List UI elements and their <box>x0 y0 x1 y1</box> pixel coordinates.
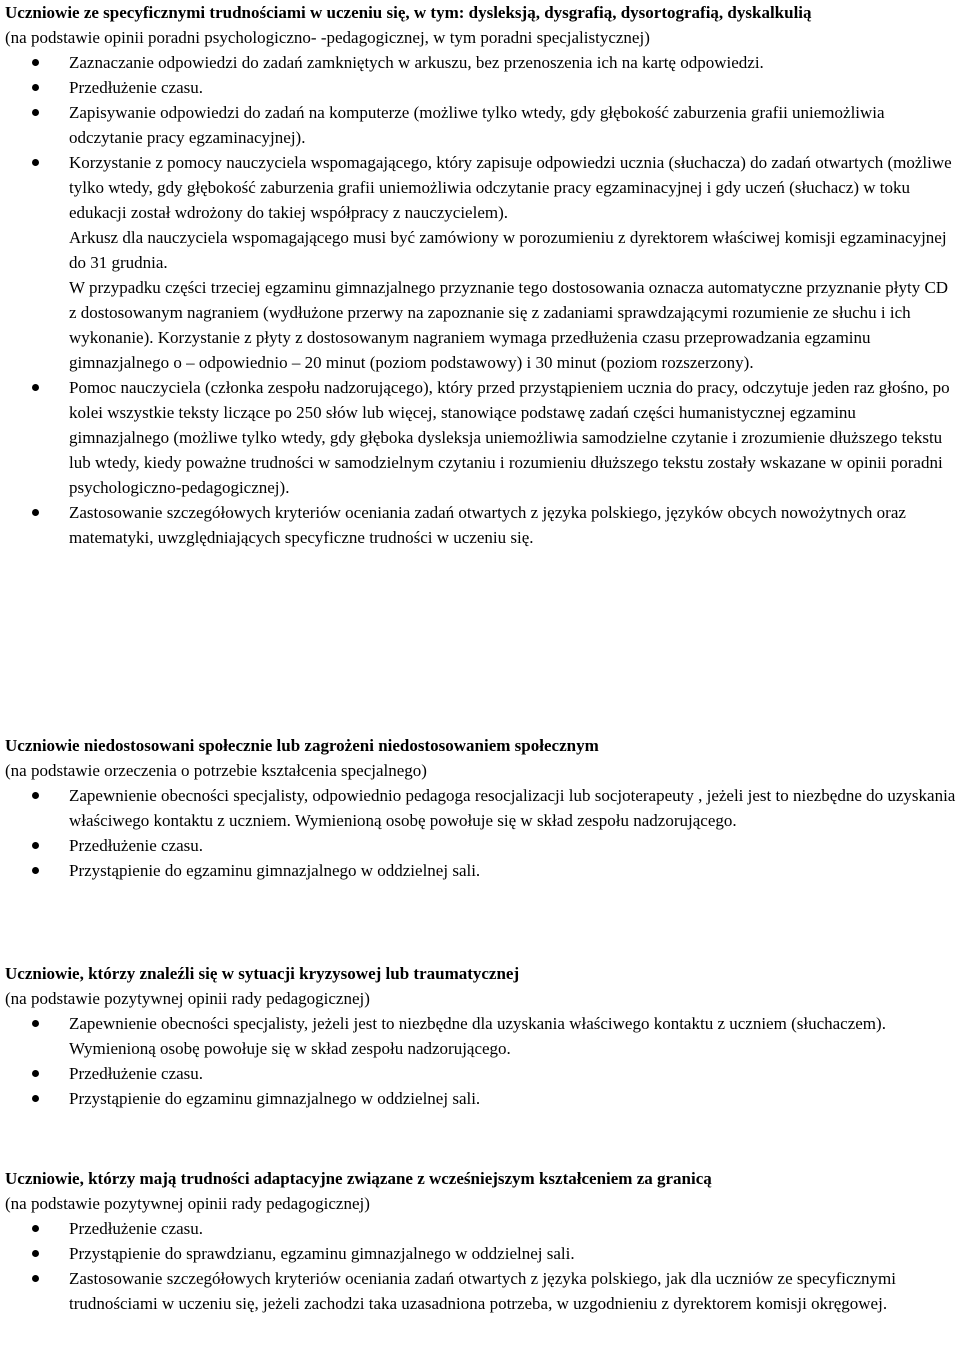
section-subtitle: (na podstawie opinii poradni psychologiczno- -pedagogicznej, w tym poradni specjalistycznej) <box>5 28 650 47</box>
list-item <box>5 1086 957 1111</box>
list-item-text: W przypadku części trzeciej egzaminu gimnazjalnego przyznanie tego dostosowania oznacza automatyczne przyznanie płyty CD z dostosowanym nagraniem (wydłużone przerwy na zapoznanie się z zadaniami sprawdzającymi rozumienie ze słuchu i ich wykonanie). Korzystanie z płyty z dostosowanym nagraniem wymaga przedłużenia czasu przeprowadzania egzaminu gimnazjalnego o – odpowiednio – 20 minut (poziom podstawowy) i 30 minut (poziom rozszerzony). <box>69 278 949 372</box>
accommodation-list <box>5 1216 957 1316</box>
section-title: Uczniowie ze specyficznymi trudnościami w uczeniu się, w tym: dysleksją, dysgrafią, dysortografią, dyskalkulią <box>5 3 812 22</box>
list-item-text: Przedłużenie czasu. <box>69 1064 204 1083</box>
section-title: Uczniowie niedostosowani społecznie lub zagrożeni niedostosowaniem społecznym <box>5 736 599 755</box>
list-item-text: Zapisywanie odpowiedzi do zadań na komputerze (możliwe tylko wtedy, gdy głębokość zaburzenia grafii uniemożliwia odczytanie pracy egzaminacyjnej). <box>69 103 885 147</box>
list-item-text: Zastosowanie szczegółowych kryteriów oceniania zadań otwartych z języka polskiego, języków obcych nowożytnych oraz matematyki, uwzględniających specyficzne trudności w uczeniu się. <box>69 503 906 547</box>
list-item <box>5 150 957 375</box>
list-item-text: Korzystanie z pomocy nauczyciela wspomagającego, który zapisuje odpowiedzi ucznia (słuchacza) do zadań otwartych (możliwe tylko wtedy, gdy głębokość zaburzenia grafii uniemożliwia odczytanie pracy egzaminacyjnej i gdy uczeń (słuchacz) w toku edukacji został wdrożony do takiej współpracy z nauczycielem). <box>69 153 952 222</box>
list-item <box>5 100 957 150</box>
list-item <box>5 833 957 858</box>
list-item <box>5 75 957 100</box>
section-title: Uczniowie, którzy znaleźli się w sytuacji kryzysowej lub traumatycznej <box>5 964 520 983</box>
list-item-text: Przedłużenie czasu. <box>69 78 204 97</box>
list-item-text: Przystąpienie do egzaminu gimnazjalnego w oddzielnej sali. <box>69 1089 481 1108</box>
list-item-text: Zastosowanie szczegółowych kryteriów oceniania zadań otwartych z języka polskiego, jak dla uczniów ze specyficznymi trudnościami w uczeniu się, jeżeli zachodzi taka uzasadniona potrzeba, w uzgodnieniu z dyrektorem komisji okręgowej. <box>69 1269 897 1313</box>
accommodation-list <box>5 50 957 550</box>
list-item <box>5 1266 957 1316</box>
list-item-text: Przystąpienie do sprawdzianu, egzaminu gimnazjalnego w oddzielnej sali. <box>69 1244 575 1263</box>
list-item-text: Arkusz dla nauczyciela wspomagającego musi być zamówiony w porozumieniu z dyrektorem właściwej komisji egzaminacyjnej do 31 grudnia. <box>69 228 947 272</box>
section-subtitle: (na podstawie pozytywnej opinii rady pedagogicznej) <box>5 1194 370 1213</box>
accommodation-list <box>5 1011 957 1111</box>
section-subtitle: (na podstawie orzeczenia o potrzebie kształcenia specjalnego) <box>5 761 427 780</box>
list-item <box>5 1216 957 1241</box>
accommodation-list <box>5 783 957 883</box>
section-subtitle: (na podstawie pozytywnej opinii rady pedagogicznej) <box>5 989 370 1008</box>
list-item-text: Zapewnienie obecności specjalisty, odpowiednio pedagoga resocjalizacji lub socjoterapeuty , jeżeli jest to niezbędne do uzyskania właściwego kontaktu z uczniem. Wymienioną osobę powołuje się w skład zespołu nadzorującego. <box>69 786 956 830</box>
list-item <box>5 1061 957 1086</box>
list-item <box>5 500 957 550</box>
list-item <box>5 1241 957 1266</box>
list-item-text: Zaznaczanie odpowiedzi do zadań zamkniętych w arkuszu, bez przenoszenia ich na kartę odpowiedzi. <box>69 53 764 72</box>
list-item-text: Przedłużenie czasu. <box>69 1219 204 1238</box>
section-crisis-situation <box>5 961 957 1111</box>
list-item-text: Przedłużenie czasu. <box>69 836 204 855</box>
list-item-text: Przystąpienie do egzaminu gimnazjalnego w oddzielnej sali. <box>69 861 481 880</box>
list-item <box>5 50 957 75</box>
section-socially-maladjusted <box>5 733 957 883</box>
list-item-text: Zapewnienie obecności specjalisty, jeżeli jest to niezbędne dla uzyskania właściwego kontaktu z uczniem (słuchaczem). Wymienioną osobę powołuje się w skład zespołu nadzorującego. <box>69 1014 886 1058</box>
list-item <box>5 783 957 833</box>
list-item-text: Pomoc nauczyciela (członka zespołu nadzorującego), który przed przystąpieniem ucznia do pracy, odczytuje jeden raz głośno, po kolei wszystkie teksty liczące po 250 słów lub więcej, stanowiące podstawę zadań części humanistycznej egzaminu gimnazjalnego (możliwe tylko wtedy, gdy głęboka dysleksja uniemożliwia samodzielne czytanie i zrozumienie dłuższego tekstu lub wtedy, kiedy poważne trudności w samodzielnym czytaniu i rozumieniu dłuższego tekstu zostały wskazane w opinii poradni psychologiczno-pedagogicznej). <box>69 378 950 497</box>
section-specific-learning-difficulties <box>5 0 957 550</box>
list-item <box>5 375 957 500</box>
list-item <box>5 1011 957 1061</box>
section-adaptation-difficulties <box>5 1166 957 1316</box>
section-title: Uczniowie, którzy mają trudności adaptacyjne związane z wcześniejszym kształceniem za granicą <box>5 1169 712 1188</box>
list-item <box>5 858 957 883</box>
